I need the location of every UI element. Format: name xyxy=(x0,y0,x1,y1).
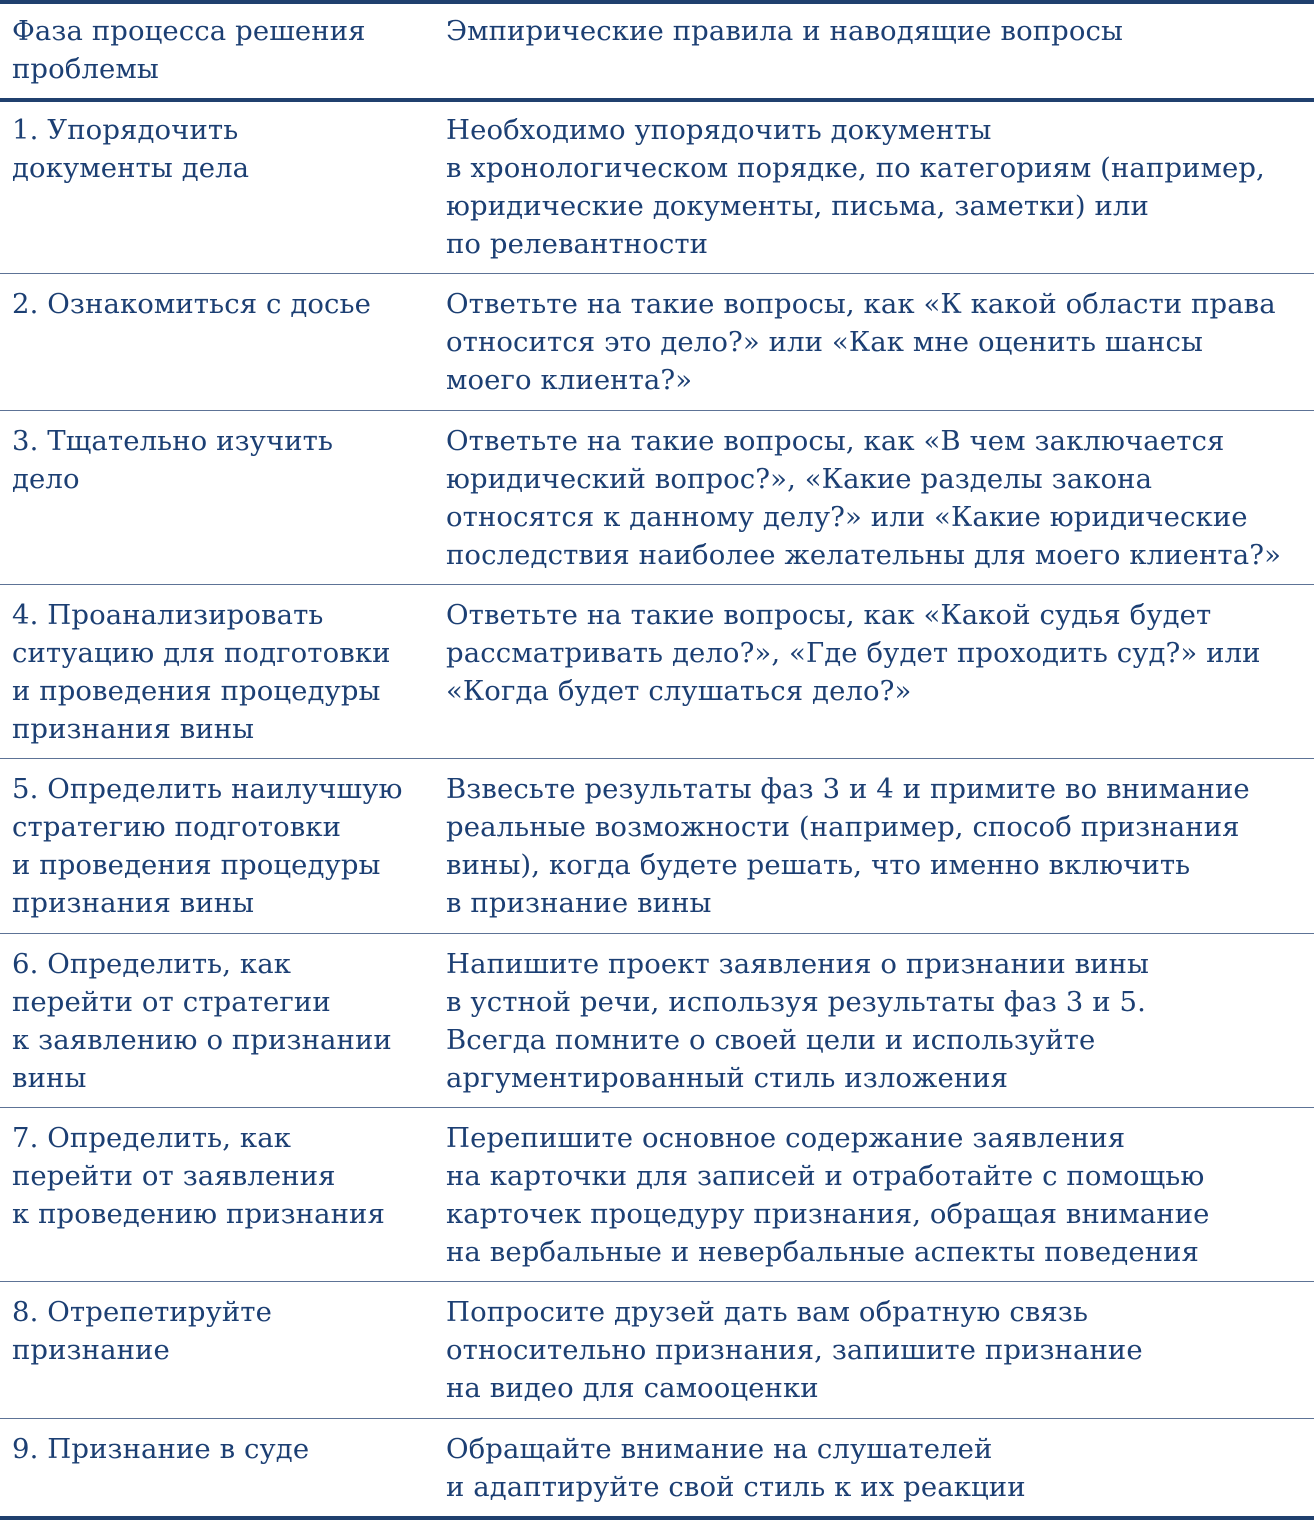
rules-cell: Напишите проект заявления о признании вины в устной речи, используя результаты фаз 3 и 5. Всегда помните о своей цели и используйте аргументированный стиль изложения xyxy=(446,948,1150,1094)
row-divider xyxy=(0,933,1314,934)
row-divider xyxy=(0,410,1314,411)
rules-cell: Взвесьте результаты фаз 3 и 4 и примите во внимание реальные возможности (например, способ признания вины), когда будете решать, что именно включить в признание вины xyxy=(446,773,1250,919)
rules-cell: Ответьте на такие вопросы, как «Какой судья будет рассматривать дело?», «Где будет проходить суд?» или «Когда будет слушаться дело?» xyxy=(446,599,1261,707)
rules-cell: Попросите друзей дать вам обратную связь относительно признания, запишите признание на видео для самооценки xyxy=(446,1296,1143,1404)
phase-cell: 7. Определить, как перейти от заявления к проведению признания xyxy=(12,1122,385,1230)
header-rule xyxy=(0,98,1314,102)
row-divider xyxy=(0,1281,1314,1282)
phase-cell: 3. Тщательно изучить дело xyxy=(12,425,334,495)
rules-cell: Необходимо упорядочить документы в хронологическом порядке, по категориям (например, юридические документы, письма, заметки) или по релевантности xyxy=(446,114,1265,260)
row-divider xyxy=(0,1107,1314,1108)
row-divider xyxy=(0,758,1314,759)
table-bottom-rule xyxy=(0,1516,1314,1520)
phase-cell: 6. Определить, как перейти от стратегии к заявлению о признании вины xyxy=(12,948,392,1094)
row-divider xyxy=(0,584,1314,585)
phase-cell: 4. Проанализировать ситуацию для подготовки и проведения процедуры признания вины xyxy=(12,599,391,745)
header-phase: Фаза процесса решения проблемы xyxy=(12,15,366,85)
phase-cell: 8. Отрепетируйте признание xyxy=(12,1296,272,1366)
phase-cell: 2. Ознакомиться с досье xyxy=(12,288,371,320)
phase-cell: 1. Упорядочить документы дела xyxy=(12,114,250,184)
table-top-rule xyxy=(0,0,1314,4)
rules-cell: Обращайте внимание на слушателей и адаптируйте свой стиль к их реакции xyxy=(446,1433,1026,1503)
rules-cell: Перепишите основное содержание заявления на карточки для записей и отработайте с помощью карточек процедуру признания, обращая внимание на вербальные и невербальные аспекты поведения xyxy=(446,1122,1210,1268)
phase-cell: 9. Признание в суде xyxy=(12,1433,310,1465)
row-divider xyxy=(0,1418,1314,1419)
rules-cell: Ответьте на такие вопросы, как «К какой области права относится это дело?» или «Как мне оценить шансы моего клиента?» xyxy=(446,288,1276,396)
phase-cell: 5. Определить наилучшую стратегию подготовки и проведения процедуры признания вины xyxy=(12,773,403,919)
header-rules: Эмпирические правила и наводящие вопросы xyxy=(446,15,1123,47)
rules-cell: Ответьте на такие вопросы, как «В чем заключается юридический вопрос?», «Какие разделы закона относятся к данному делу?» или «Какие юридические последствия наиболее желательны для моего клиента?» xyxy=(446,425,1282,571)
row-divider xyxy=(0,273,1314,274)
